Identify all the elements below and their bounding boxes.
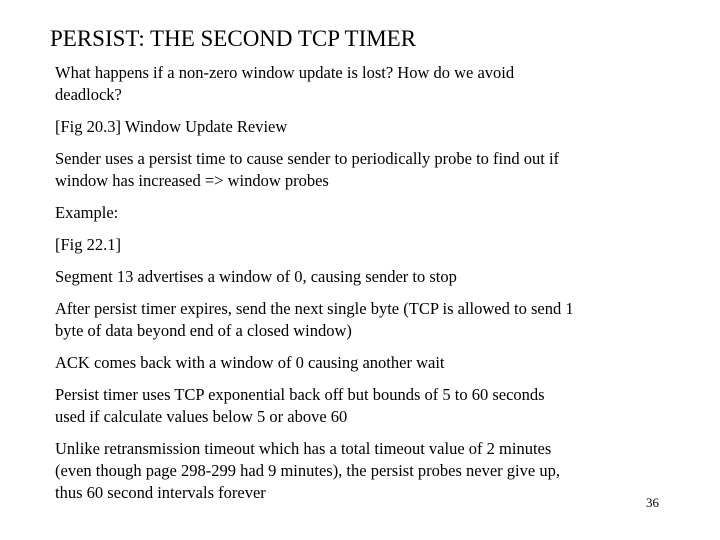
bullet-item: After persist timer expires, send the next single byte (TCP is allowed to send 1 byte of data beyond end of a closed window) bbox=[55, 299, 574, 340]
bullet-item: Sender uses a persist time to cause sender to periodically probe to find out if window has increased => window probes bbox=[55, 149, 560, 190]
page-number: 36 bbox=[646, 495, 659, 510]
bullet-item: Unlike retransmission timeout which has a total timeout value of 2 minutes (even though page 298-299 had 9 minutes), the persist probes never give up, thus 60 second intervals forever bbox=[55, 439, 560, 502]
bullet-list bbox=[55, 62, 575, 514]
bullet-item: [Fig 22.1] bbox=[55, 235, 121, 254]
bullet-item: ACK comes back with a window of 0 causing another wait bbox=[55, 353, 445, 372]
bullet-item: What happens if a non-zero window update is lost? How do we avoid deadlock? bbox=[55, 63, 515, 104]
bullet-item: Example: bbox=[55, 203, 119, 222]
bullet-item: Segment 13 advertises a window of 0, causing sender to stop bbox=[55, 267, 457, 286]
slide-title: PERSIST: THE SECOND TCP TIMER bbox=[50, 26, 417, 51]
bullet-item: Persist timer uses TCP exponential back off but bounds of 5 to 60 seconds used if calculate values below 5 or above 60 bbox=[55, 385, 545, 426]
bullet-item: [Fig 20.3] Window Update Review bbox=[55, 117, 288, 136]
